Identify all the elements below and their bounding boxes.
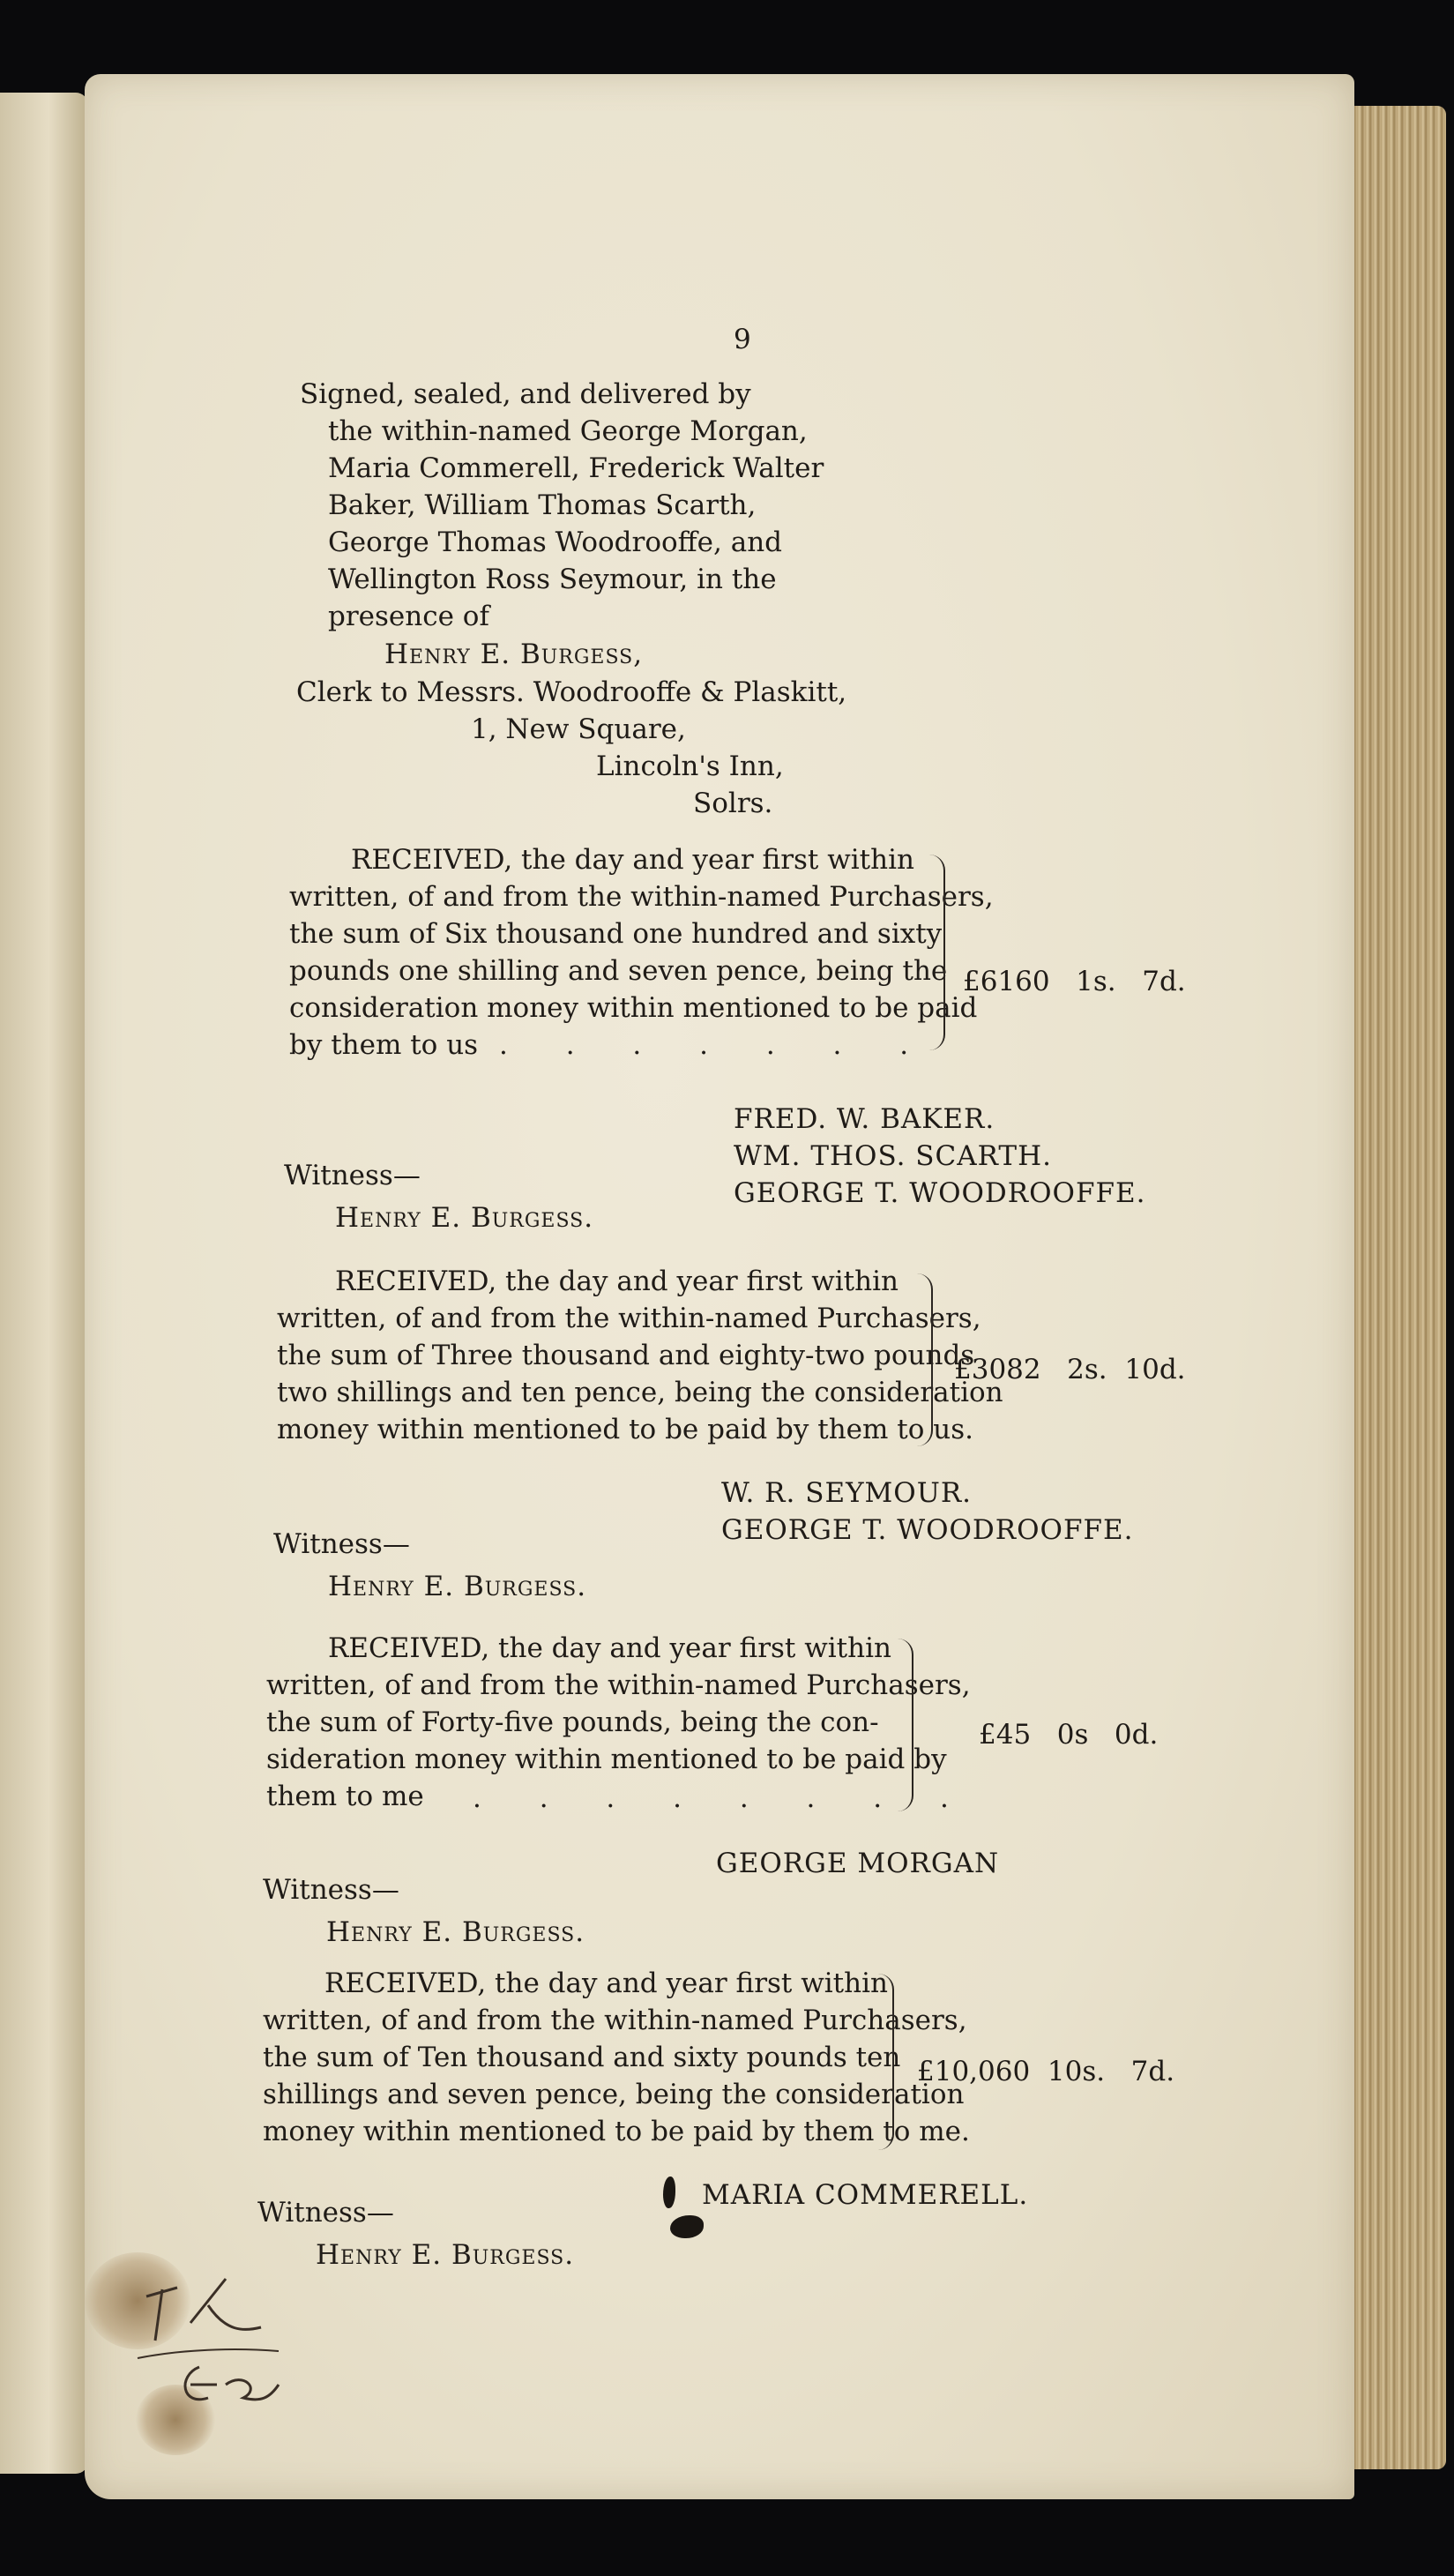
receipt-1-signatory-2: WM. THOS. SCARTH. — [734, 1140, 1052, 1172]
receipt-3-line-5: them to me — [266, 1781, 424, 1812]
document-page — [85, 74, 1354, 2499]
receipt-4-line-3: the sum of Ten thousand and sixty pounds ten — [263, 2042, 901, 2073]
ink-blot-mark — [670, 2215, 704, 2238]
receipt-1-brace — [929, 855, 945, 1050]
receipt-1-line-4: pounds one shilling and seven pence, being the — [289, 955, 948, 987]
receipt-4-brace — [878, 1974, 894, 2150]
signing-witness-name: Henry E. Burgess, — [384, 638, 644, 670]
signing-line-1: Signed, sealed, and delivered by — [300, 378, 751, 410]
page-number: 9 — [734, 324, 751, 355]
receipt-3-line-2: written, of and from the within-named Purchasers, — [266, 1669, 971, 1701]
receipt-3-leader-dots: . . . . . . . . — [473, 1782, 973, 1814]
receipt-3-witness-name: Henry E. Burgess. — [326, 1916, 585, 1948]
signing-line-4: Baker, William Thomas Scarth, — [328, 489, 757, 521]
receipt-1-line-3: the sum of Six thousand one hundred and sixty — [289, 918, 943, 950]
receipt-4-signatory-1: MARIA COMMERELL. — [702, 2179, 1029, 2211]
signing-solrs: Solrs. — [693, 788, 773, 819]
left-page-edge — [0, 93, 88, 2474]
receipt-4-line-4: shillings and seven pence, being the consideration — [263, 2079, 965, 2110]
signing-line-5: George Thomas Woodrooffe, and — [328, 526, 783, 558]
receipt-2-line-2: written, of and from the within-named Purchasers, — [277, 1303, 981, 1334]
receipt-4-witness-label: Witness— — [257, 2197, 394, 2229]
receipt-4-line-1: RECEIVED, the day and year first within — [324, 1967, 888, 1999]
ink-blot-mark-small — [663, 2177, 675, 2208]
handwritten-note — [146, 2438, 188, 2452]
receipt-2-signatory-2: GEORGE T. WOODROOFFE. — [721, 1514, 1134, 1546]
receipt-2-witness-name: Henry E. Burgess. — [328, 1571, 587, 1602]
receipt-4-witness-name: Henry E. Burgess. — [316, 2239, 575, 2271]
receipt-3-amount: £45 0s 0d. — [979, 1719, 1159, 1751]
signing-address-1: 1, New Square, — [471, 713, 686, 745]
receipt-1-line-5: consideration money within mentioned to be paid — [289, 992, 978, 1024]
receipt-3-brace — [898, 1639, 913, 1811]
signing-line-7: presence of — [328, 601, 489, 632]
receipt-2-line-1: RECEIVED, the day and year first within — [335, 1266, 898, 1297]
receipt-1-witness-label: Witness— — [284, 1160, 421, 1191]
receipt-1-signatory-3: GEORGE T. WOODROOFFE. — [734, 1177, 1146, 1209]
receipt-2-signatory-1: W. R. SEYMOUR. — [721, 1477, 973, 1509]
receipt-3-line-1: RECEIVED, the day and year first within — [328, 1632, 891, 1664]
receipt-3-line-3: the sum of Forty-five pounds, being the con- — [266, 1706, 879, 1738]
receipt-4-line-5: money within mentioned to be paid by them to me. — [263, 2116, 970, 2147]
receipt-1-witness-name: Henry E. Burgess. — [335, 1202, 594, 1234]
receipt-2-line-4: two shillings and ten pence, being the consideration — [277, 1377, 1003, 1408]
handwritten-note-drawing — [129, 2252, 323, 2429]
receipt-4-amount: £10,060 10s. 7d. — [917, 2056, 1175, 2087]
receipt-2-amount: £3082 2s. 10d. — [954, 1354, 1186, 1385]
receipt-3-signatory-1: GEORGE MORGAN — [716, 1848, 1000, 1879]
signing-line-6: Wellington Ross Seymour, in the — [328, 564, 777, 595]
receipt-1-leader-dots: . . . . . . . — [499, 1029, 934, 1061]
receipt-4-line-2: written, of and from the within-named Purchasers, — [263, 2005, 967, 2036]
receipt-2-witness-label: Witness— — [273, 1528, 410, 1560]
receipt-2-brace — [917, 1273, 933, 1446]
receipt-1-line-1: RECEIVED, the day and year first within — [351, 844, 914, 876]
receipt-1-line-2: written, of and from the within-named Purchasers, — [289, 881, 994, 913]
receipt-3-witness-label: Witness— — [263, 1874, 399, 1906]
receipt-2-line-5: money within mentioned to be paid by them to us. — [277, 1414, 973, 1445]
signing-clerk: Clerk to Messrs. Woodrooffe & Plaskitt, — [296, 676, 847, 708]
signing-line-2: the within-named George Morgan, — [328, 415, 808, 447]
receipt-1-signatory-1: FRED. W. BAKER. — [734, 1103, 995, 1135]
receipt-3-line-4: sideration money within mentioned to be paid by — [266, 1743, 947, 1775]
signing-line-3: Maria Commerell, Frederick Walter — [328, 452, 824, 484]
receipt-2-line-3: the sum of Three thousand and eighty-two pounds — [277, 1340, 975, 1371]
receipt-1-amount: £6160 1s. 7d. — [963, 966, 1186, 997]
receipt-1-line-6: by them to us — [289, 1029, 479, 1061]
signing-address-2: Lincoln's Inn, — [596, 750, 784, 782]
page-stack-edges — [1349, 106, 1446, 2469]
